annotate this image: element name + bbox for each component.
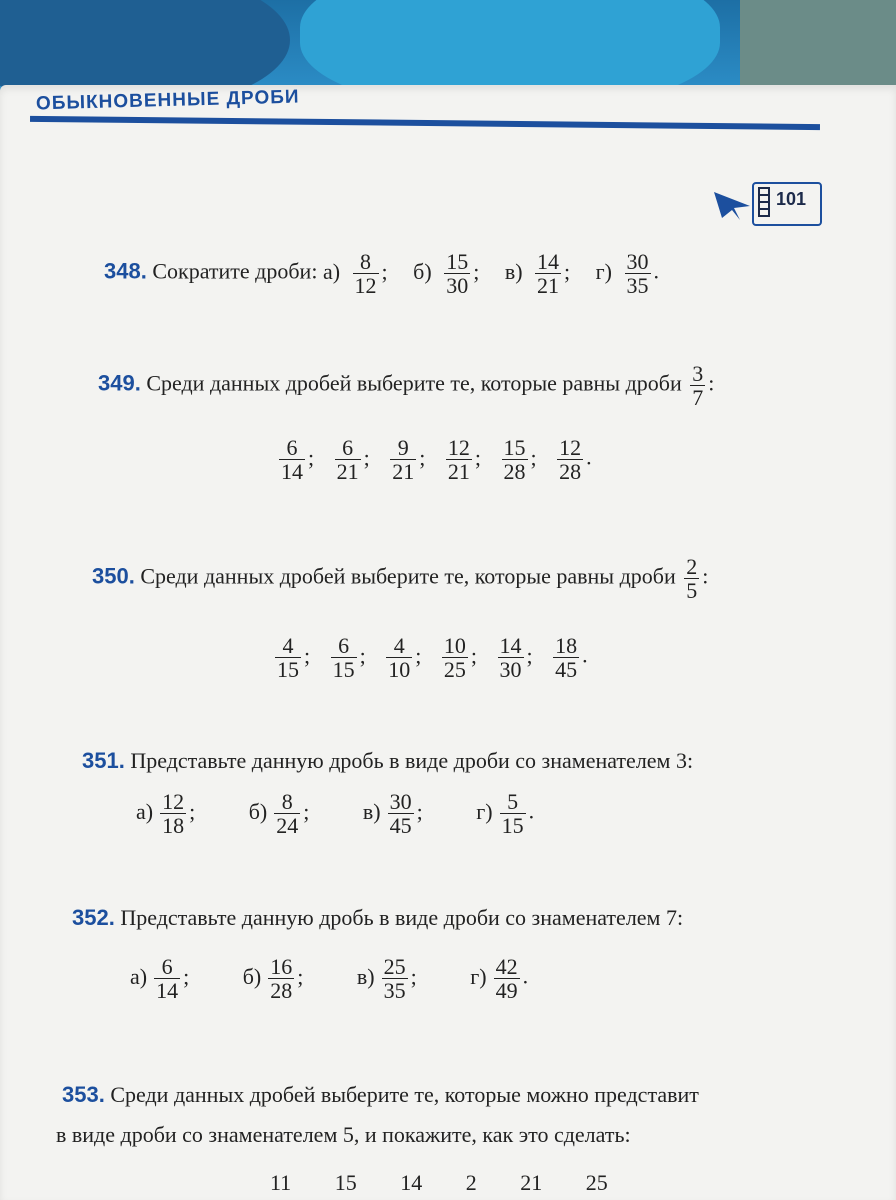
numerator: 14 [400,1170,423,1195]
target-fraction: $\frac{3}{7}$ [692,361,704,411]
fraction: $\frac{6}{14}$ [156,954,179,1004]
fraction: $\frac{4}{15}$ [277,633,299,683]
problem-text: Представьте данную дробь в виде дроби со знаменателем 3: [130,748,694,773]
problem-number: 352. [72,905,115,930]
problem-text: в виде дроби со знаменателем 5, и покажите, как это сделать: [56,1122,631,1147]
fraction: $\frac{9}{21}$ [392,435,415,485]
fraction: $\frac{30}{45}$ [389,789,412,839]
fraction: $\frac{42}{49}$ [495,954,518,1004]
problem-text: Среди данных дробей выберите те, которые равны дроби [146,370,682,396]
fraction: $\frac{8}{24}$ [276,789,299,839]
problem-number: 353. [62,1082,105,1107]
problem-number: 351. [82,748,125,773]
fraction: $\frac{16}{28}$ [270,954,293,1004]
book-icon [756,187,772,217]
problem-349: 349. Среди данных дробей выберите те, которые равны дроби $\frac{3}{7}$ : [98,361,715,411]
problem-number: 348. [104,258,147,284]
numerator: 25 [585,1170,608,1195]
problem-350: 350. Среди данных дробей выберите те, которые равны дроби $\frac{2}{5}$ : [92,554,709,604]
problem-351-items: а) $\frac{12}{18}$ ; б) $\frac{8}{24}$ ; в) $\frac{30}{45}$ ; г) $\frac{5}{15}$ . [136,789,535,839]
fraction: $\frac{30}{35}$ [626,249,649,299]
numerator: 15 [334,1170,357,1195]
fraction: $\frac{18}{45}$ [555,633,578,683]
chapter-title: ОБЫКНОВЕННЫЕ ДРОБИ [35,86,300,115]
problem-348: 348. Сократите дроби: а) $\frac{8}{12}$ ; б) $\frac{15}{30}$ ; в) $\frac{14}{21}$ ; г) $\frac{30}{35}$ . [104,249,660,299]
numerator: 21 [520,1170,543,1195]
problem-text: Представьте данную дробь в виде дроби со знаменателем 7: [120,905,684,930]
problem-352 [72,905,683,931]
problem-353-line2 [56,1122,631,1148]
fraction: $\frac{25}{35}$ [383,954,406,1004]
arrow-icon [712,188,752,222]
fraction: $\frac{10}{25}$ [443,633,466,683]
fraction: $\frac{12}{28}$ [559,435,582,485]
fraction: $\frac{6}{15}$ [332,633,355,683]
fraction: $\frac{6}{21}$ [336,435,359,485]
page-number: 101 [776,189,807,209]
fraction: $\frac{12}{18}$ [162,789,185,839]
item-label: б) [413,258,432,284]
problem-text: Сократите дроби: [152,258,318,284]
problem-352-items: а) $\frac{6}{14}$ ; б) $\frac{16}{28}$ ; в) $\frac{25}{35}$ ; г) $\frac{42}{49}$ . [130,954,529,1004]
item-label: в) [504,258,523,284]
problem-353 [62,1082,896,1108]
fraction: $\frac{6}{14}$ [281,435,303,485]
item-label: а) [322,258,341,284]
fraction: $\frac{14}{30}$ [499,633,522,683]
problem-350-fractions: $\frac{4}{15}$ ; $\frac{6}{15}$ ; $\frac{4}{10}$ ; $\frac{10}{25}$ ; $\frac{14}{30}$ ; $\frac{18}{45}$ . [277,633,588,683]
numerator: 11 [270,1170,292,1195]
item-label: г) [595,258,613,284]
problem-353-numerators [270,1170,608,1196]
problem-text: Среди данных дробей выберите те, которые можно представит [110,1082,699,1107]
numerator: 2 [465,1170,477,1195]
fraction: $\frac{4}{10}$ [388,633,411,683]
problem-351 [82,748,693,774]
fraction: $\frac{15}{30}$ [446,249,469,299]
problem-number: 349. [98,370,141,396]
problem-number: 350. [92,563,135,589]
fraction: $\frac{5}{15}$ [501,789,524,839]
fraction: $\frac{12}{21}$ [447,435,470,485]
fraction: $\frac{8}{12}$ [354,249,377,299]
target-fraction: $\frac{2}{5}$ [686,554,698,604]
problem-349-fractions: $\frac{6}{14}$ ; $\frac{6}{21}$ ; $\frac{9}{21}$ ; $\frac{12}{21}$ ; $\frac{15}{28}$ ; $\frac{12}{28}$ . [281,435,592,485]
problem-text: Среди данных дробей выберите те, которые равны дроби [140,563,676,589]
fraction: $\frac{14}{21}$ [537,249,560,299]
fraction: $\frac{15}{28}$ [503,435,526,485]
